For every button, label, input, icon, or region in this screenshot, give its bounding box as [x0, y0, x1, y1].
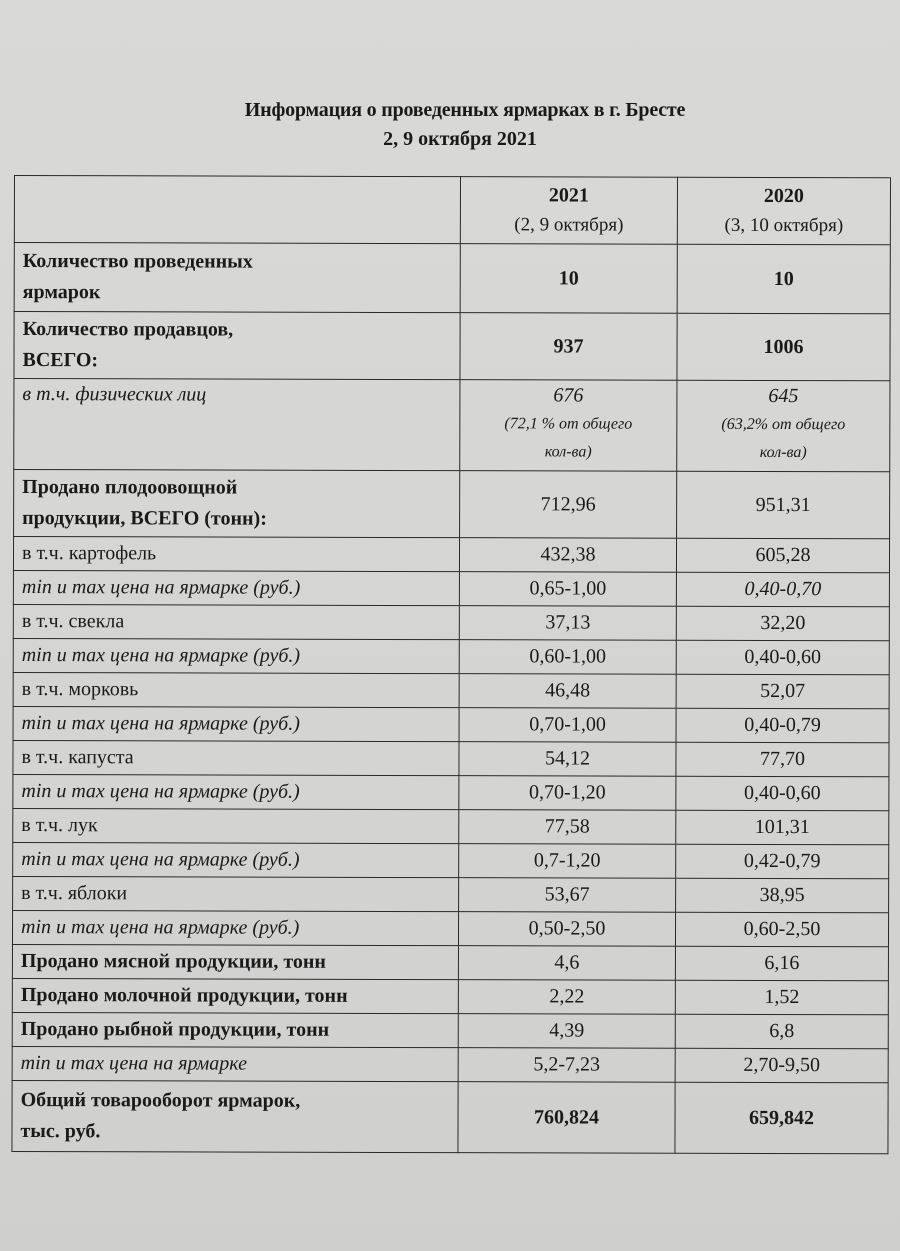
- value-2021: 5,2-7,23: [458, 1048, 675, 1083]
- row-label: в т.ч. лук: [13, 808, 459, 843]
- label-line: Общий товарооборот ярмарок,: [20, 1089, 301, 1112]
- row-label: [12, 1080, 458, 1152]
- row-label: min и max цена на ярмарке (руб.): [13, 706, 459, 741]
- table-row-cabbage: [13, 740, 889, 776]
- value-2021: 54,12: [459, 742, 676, 777]
- table-row-carrot: [13, 672, 889, 708]
- label-line: тыс. руб.: [20, 1120, 101, 1143]
- value-2020: 6,16: [675, 946, 888, 981]
- document-title: [0, 96, 900, 154]
- value-2021: 77,58: [459, 810, 676, 845]
- table-row-meat: [12, 944, 888, 980]
- value-2020: 605,28: [676, 538, 889, 573]
- header-dates: (2, 9 октября): [514, 214, 624, 236]
- header-dates: (3, 10 октября): [724, 214, 844, 237]
- title-line-2: 2, 9 октября 2021: [383, 128, 537, 150]
- value-2020: 659,842: [675, 1082, 888, 1154]
- value-2021: 4,39: [458, 1014, 675, 1049]
- table-row-onion: [13, 808, 889, 844]
- value-2020: 77,70: [676, 742, 889, 777]
- row-label: Продано молочной продукции, тонн: [12, 978, 458, 1013]
- row-label: min и max цена на ярмарке (руб.): [12, 910, 458, 945]
- value-2021: [460, 380, 677, 472]
- row-label: в т.ч. картофель: [13, 537, 459, 572]
- table-row-sellers-total: [14, 312, 890, 381]
- label-line: Количество продавцов,: [22, 318, 234, 341]
- value-2020: 951,31: [677, 471, 890, 539]
- value-2020: 2,70-9,50: [675, 1048, 888, 1083]
- row-label: в т.ч. капуста: [13, 740, 459, 775]
- value-2021: 10: [460, 244, 677, 314]
- value-2020: 52,07: [676, 674, 889, 709]
- header-year: 2021: [548, 184, 589, 207]
- label-line: ВСЕГО:: [22, 349, 99, 372]
- value-note: (63,2% от общего: [721, 415, 846, 434]
- value-2021: 0,70-1,00: [459, 708, 676, 743]
- value-main: 645: [768, 384, 799, 408]
- row-label: min и max цена на ярмарке (руб.): [13, 842, 459, 877]
- row-label: в т.ч. физических лиц: [14, 379, 460, 471]
- label-line: ярмарок: [22, 281, 101, 304]
- value-2020: 10: [677, 244, 890, 314]
- row-label: [14, 243, 460, 313]
- value-2021: 0,60-1,00: [459, 640, 676, 675]
- table-row-fish: [12, 1012, 888, 1048]
- row-label: в т.ч. морковь: [13, 672, 459, 707]
- table-row-potato-price: [13, 570, 889, 606]
- table-header-row: [14, 176, 890, 245]
- value-2020: 0,60-2,50: [675, 912, 888, 947]
- value-2020: [677, 380, 890, 472]
- value-2020: 6,8: [675, 1014, 888, 1049]
- row-label: [14, 312, 460, 380]
- value-2021: 937: [460, 313, 677, 381]
- value-2020: 1006: [677, 313, 890, 381]
- value-main: 676: [553, 384, 584, 407]
- table-row-produce-total: [14, 470, 890, 539]
- value-2021: 0,7-1,20: [459, 844, 676, 879]
- label-line: Продано плодоовощной: [22, 476, 238, 499]
- value-note: кол-ва): [759, 443, 807, 462]
- value-2021: 0,50-2,50: [458, 912, 675, 947]
- value-2020: 0,40-0,60: [676, 640, 889, 675]
- table-row-apples: [13, 876, 889, 912]
- value-2021: 46,48: [459, 674, 676, 709]
- row-label: min и max цена на ярмарке: [12, 1046, 458, 1081]
- value-2021: 2,22: [458, 980, 675, 1015]
- row-label: min и max цена на ярмарке (руб.): [13, 570, 459, 605]
- row-label: в т.ч. свекла: [13, 604, 459, 639]
- title-line-1: Информация о проведенных ярмарках в г. Бресте: [244, 99, 686, 121]
- table-row-carrot-price: [13, 706, 889, 742]
- value-2020: 38,95: [676, 878, 889, 913]
- value-note: (72,1 % от общего: [504, 415, 633, 433]
- table-row-fairs-count: [14, 243, 890, 314]
- table-row-beet: [13, 604, 889, 640]
- header-year: 2020: [763, 184, 804, 208]
- table-row-beet-price: [13, 638, 889, 674]
- value-2020: 0,40-0,60: [676, 776, 889, 811]
- value-2021: 53,67: [459, 878, 676, 913]
- value-2021: 432,38: [459, 538, 676, 573]
- row-label: Продано рыбной продукции, тонн: [12, 1012, 458, 1047]
- value-2021: 0,70-1,20: [459, 776, 676, 811]
- label-line: Количество проведенных: [22, 250, 253, 273]
- table-row-apples-price: [12, 910, 888, 946]
- value-2020: 0,40-0,79: [676, 708, 889, 743]
- table-row-fish-price: [12, 1046, 888, 1082]
- table-row-sellers-individuals: [14, 379, 890, 472]
- fairs-table: [11, 175, 891, 1154]
- row-label: [14, 470, 460, 538]
- value-note: кол-ва): [544, 443, 592, 461]
- row-label: Продано мясной продукции, тонн: [12, 944, 458, 979]
- value-2020: 1,52: [675, 980, 888, 1015]
- header-empty-cell: [14, 176, 460, 244]
- value-2021: 4,6: [458, 946, 675, 981]
- table-row-onion-price: [13, 842, 889, 878]
- value-2021: 712,96: [460, 471, 677, 539]
- header-2021: [460, 177, 677, 245]
- value-2020: 0,42-0,79: [676, 844, 889, 879]
- row-label: min и max цена на ярмарке (руб.): [13, 638, 459, 673]
- value-2021: 760,824: [458, 1082, 675, 1154]
- value-2021: 0,65-1,00: [459, 572, 676, 607]
- row-label: в т.ч. яблоки: [13, 876, 459, 911]
- row-label: min и max цена на ярмарке (руб.): [13, 774, 459, 809]
- table-row-dairy: [12, 978, 888, 1014]
- table-row-potato: [13, 537, 889, 573]
- value-2020: 32,20: [676, 606, 889, 641]
- value-2020: 101,31: [676, 810, 889, 845]
- label-line: продукции, ВСЕГО (тонн):: [22, 507, 267, 530]
- header-2020: [677, 177, 890, 245]
- table-row-cabbage-price: [13, 774, 889, 810]
- table-row-turnover: [12, 1080, 888, 1153]
- value-2020: 0,40-0,70: [676, 572, 889, 607]
- value-2021: 37,13: [459, 606, 676, 641]
